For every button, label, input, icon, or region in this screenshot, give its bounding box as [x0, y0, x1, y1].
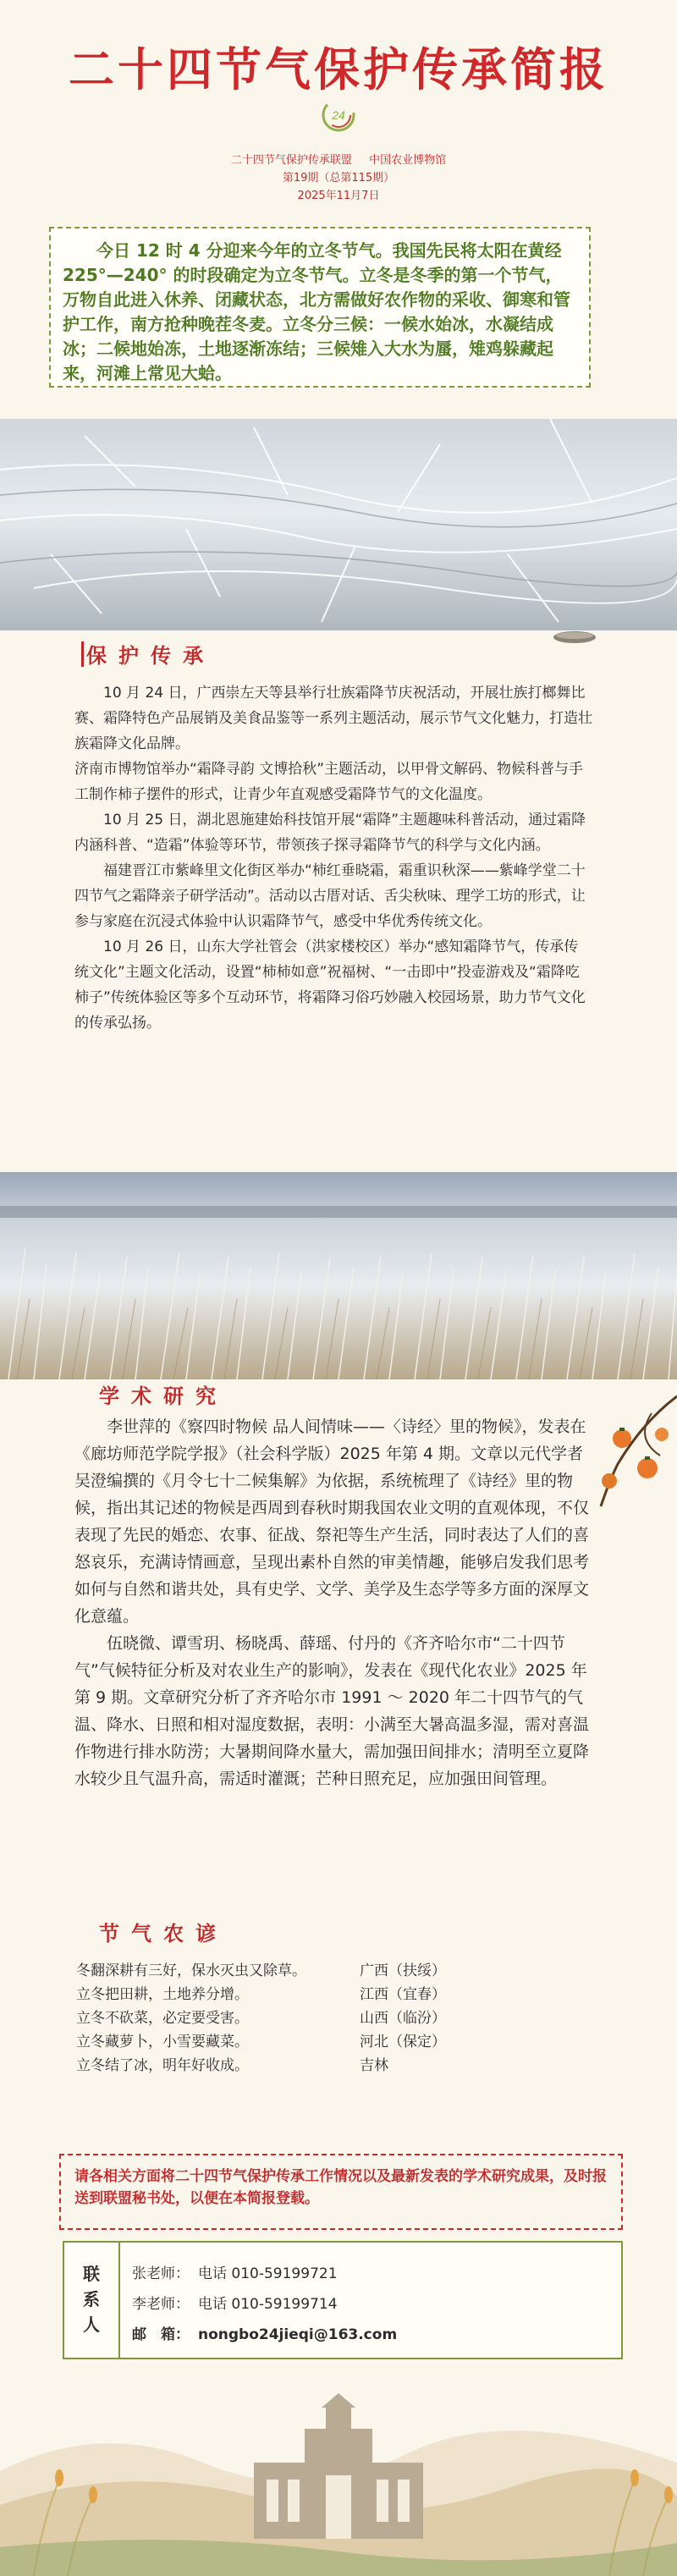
- proverb-item: [76, 2030, 550, 2054]
- page-title: 二十四节气保护传承简报: [69, 43, 608, 96]
- proverb-item: [76, 1959, 550, 1983]
- contact-name: 张老师：: [132, 2265, 190, 2282]
- proverb-place: 江西（宜春）: [360, 1986, 446, 2003]
- contact-label-text: 联系人: [83, 2264, 100, 2335]
- jieqi-24-logo: [318, 95, 359, 135]
- academic-paragraph: 李世萍的《察四时物候 品人间情味——〈诗经〉里的物候》，发表在《廊坊师范学院学报》（社会科学版）2025 年第 4 期。文章以元代学者吴澄编撰的《月令七十二候集解》为依据，系统梳理了《诗经》里的物候，指出其记述的物候是西周到春秋时期我国农业文明的直观体现，不仅表现了先民的婚恋、农事、征战、祭祀等生产生活，同时表达了人们的喜怒哀乐，充满诗情画意，呈现出素朴自然的审美情趣，能够启发我们思考如何与自然和谐共处，具有史学、文学、美学及生态学等多方面的深厚文化意蕴。: [74, 1417, 590, 1626]
- proverb-place: 广西（扶绥）: [360, 1962, 446, 1979]
- protect-paragraph: 济南市博物馆举办“霜降寻韵 文博拾秋”主题活动，以甲骨文解码、物候科普与手工制作柿子摆件的形式，让青少年直观感受霜降节气的文化温度。: [74, 761, 584, 803]
- contact-phone: 电话 010-59199714: [198, 2296, 338, 2313]
- issue-date: 2025年11月7日: [297, 190, 380, 202]
- frost-reeds-photo: [0, 1172, 677, 1379]
- section-heading-protect: 保护传承: [86, 644, 215, 668]
- logo-number: 24: [332, 108, 345, 122]
- section-marker: [81, 641, 84, 667]
- contact-row: [132, 2261, 338, 2282]
- contact-name: 邮 箱：: [132, 2326, 190, 2343]
- intro-box: [49, 227, 591, 388]
- contact-label: [64, 2243, 120, 2358]
- contact-box: [63, 2241, 623, 2359]
- organizer-alliance: 二十四节气保护传承联盟: [230, 154, 352, 167]
- contact-phone: 电话 010-59199721: [198, 2265, 338, 2282]
- intro-text: 今日 12 时 4 分迎来今年的立冬节气。我国先民将太阳在黄经 225°—240° 的时段确定为立冬节气。立冬是冬季的第一个节气，万物自此进入休养、闭藏状态，北方需做好农作物的采收、御寒和管护工作，南方抢种晚茬冬麦。立冬分三候：一候水始冰，水凝结成冰；二候地始冻，土地逐渐冻结；三候雉入大水为蜃，雉鸡躲藏起来，河滩上常见大蛤。: [63, 240, 570, 383]
- organizer-museum: 中国农业博物馆: [369, 154, 447, 167]
- museum-landscape-illustration: [0, 2370, 677, 2576]
- proverb-text: 立冬结了冰，明年好收成。: [76, 2057, 249, 2074]
- section-heading-academic: 学术研究: [99, 1384, 228, 1408]
- contact-email[interactable]: nongbo24jieqi@163.com: [198, 2326, 398, 2343]
- section-heading-proverbs: 节气农谚: [99, 1922, 228, 1946]
- protect-paragraph: 10 月 25 日，湖北恩施建始科技馆开展“霜降”主题趣味科普活动，通过霜降内涵科普、“造霜”体验等环节，带领孩子探寻霜降节气的科学与文化内涵。: [74, 812, 586, 854]
- organizers: [0, 151, 677, 167]
- contact-row: [132, 2322, 397, 2343]
- proverb-place: 山西（临汾）: [360, 2010, 446, 2027]
- issue-number: 第19期（总第115期）: [282, 172, 395, 184]
- protect-paragraph: 福建晋江市紫峰里文化街区举办“柿红垂晓霜，霜重识秋深——紫峰学堂二十四节气之霜降亲子研学活动”。活动以古厝对话、舌尖秋味、理学工坊的形式，让参与家庭在沉浸式体验中认识霜降节气，感受中华优秀传统文化。: [74, 862, 586, 930]
- protect-paragraph: 10 月 24 日，广西崇左天等县举行壮族霜降节庆祝活动，开展壮族打榔舞比赛、霜降特色产品展销及美食品鉴等一系列主题活动，展示节气文化魅力，打造壮族霜降文化品牌。: [74, 685, 592, 752]
- stone-decoration: [552, 629, 597, 646]
- proverb-list: [76, 1959, 550, 2078]
- proverb-text: 立冬不砍菜，必定要受害。: [76, 2010, 249, 2027]
- proverb-place: 吉林: [360, 2057, 388, 2074]
- contact-row: [132, 2292, 338, 2313]
- proverb-text: 立冬藏萝卜，小雪要藏菜。: [76, 2034, 249, 2050]
- contact-name: 李老师：: [132, 2296, 190, 2313]
- proverb-item: [76, 2054, 550, 2078]
- proverb-text: 立冬把田耕，土地养分增。: [76, 1986, 249, 2003]
- protect-body: [74, 680, 592, 1036]
- frost-branches-photo: [0, 419, 677, 630]
- protect-paragraph: 10 月 26 日，山东大学社管会（洪家楼校区）举办“感知霜降节气，传承传统文化”主题文化活动，设置“柿柿如意”祝福树、“一击即中”投壶游戏及“霜降吃柿子”传统体验区等多个互动环节，将霜降习俗巧妙融入校园场景，助力节气文化的传承弘扬。: [74, 938, 586, 1032]
- academic-paragraph: 伍晓微、谭雪玥、杨晓禹、薛瑶、付丹的《齐齐哈尔市“二十四节气”气候特征分析及对农业生产的影响》，发表在《现代化农业》2025 年第 9 期。文章研究分析了齐齐哈尔市 1991 ～ 2020 年二十四节气的气温、降水、日照和相对湿度数据，表明：小满至大暑高温多湿，需对喜温作物进行排水防涝；大暑期间降水量大，需加强田间排水；清明至立夏降水较少且气温升高，需适时灌溉；芒种日照充足，应加强田间管理。: [74, 1634, 590, 1788]
- proverb-item: [76, 1983, 550, 2006]
- proverb-item: [76, 2006, 550, 2030]
- proverb-text: 冬翻深耕有三好，保水灭虫又除草。: [76, 1962, 306, 1979]
- academic-body: [74, 1413, 599, 1792]
- submission-notice: 请各相关方面将二十四节气保护传承工作情况以及最新发表的学术研究成果，及时报送到联盟秘书处，以便在本简报登载。: [59, 2154, 623, 2230]
- proverb-place: 河北（保定）: [360, 2034, 446, 2050]
